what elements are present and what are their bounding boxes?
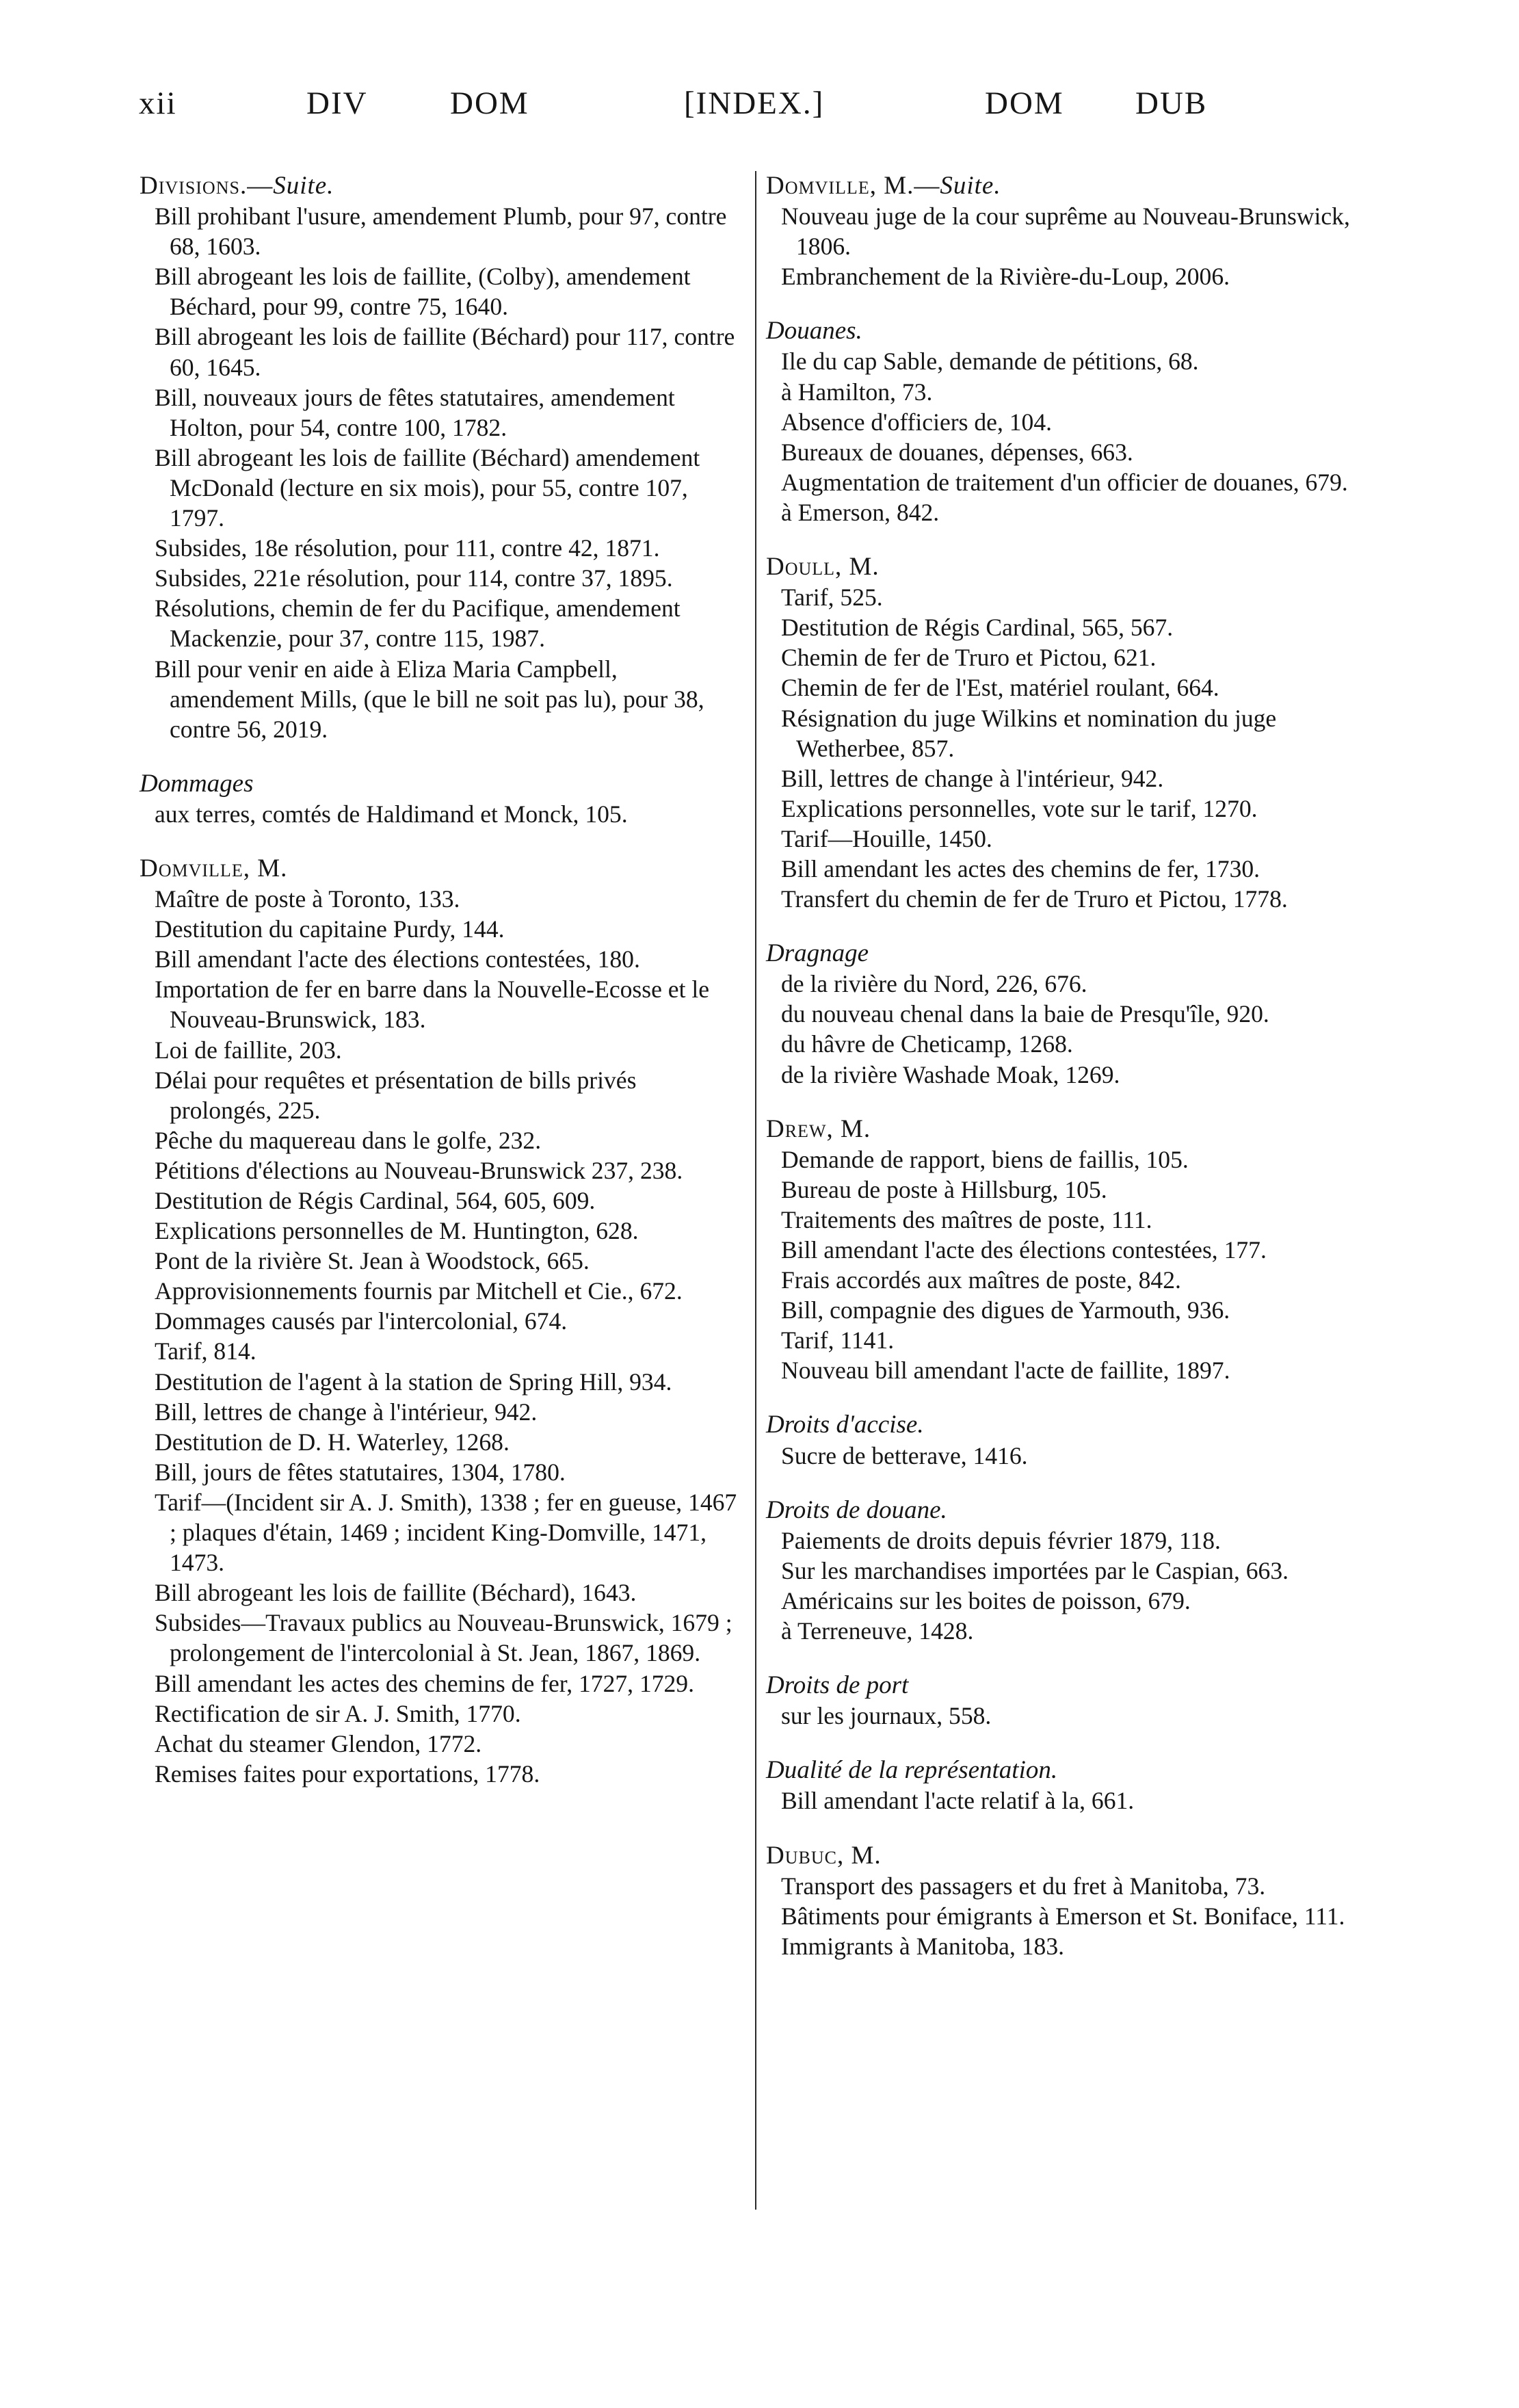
index-heading: Domville, M.—Suite. xyxy=(766,172,1001,200)
index-entry: Loi de faillite, 203. xyxy=(155,1036,342,1064)
index-entry: Bill prohibant l'usure, amendement Plumb, pour 97, contre 68, 1603. xyxy=(155,202,727,261)
index-heading: Domville, M. xyxy=(140,854,288,882)
index-entry: Remises faites pour exportations, 1778. xyxy=(155,1759,540,1788)
index-entry: Augmentation de traitement d'un officier de douanes, 679. xyxy=(781,468,1348,496)
index-entry: Subsides—Travaux publics au Nouveau-Brunswick, 1679 ; prolongement de l'intercolonial à St. Jean, 1867, 1869. xyxy=(155,1609,732,1667)
index-heading: Divisions.—Suite. xyxy=(140,172,334,200)
index-entry: Subsides, 221e résolution, pour 114, contre 37, 1895. xyxy=(155,564,673,592)
index-heading: Doull, M. xyxy=(766,553,880,581)
index-entry: Sucre de betterave, 1416. xyxy=(781,1441,1028,1469)
index-entry: Ile du cap Sable, demande de pétitions, 68. xyxy=(781,348,1199,376)
index-entry: du hâvre de Cheticamp, 1268. xyxy=(781,1030,1073,1058)
index-entry: Destitution de Régis Cardinal, 565, 567. xyxy=(781,614,1174,642)
index-entry: Bill amendant l'acte relatif à la, 661. xyxy=(781,1787,1135,1815)
index-entry: à Terreneuve, 1428. xyxy=(781,1617,974,1645)
index-entry: Bill abrogeant les lois de faillite (Béchard), 1643. xyxy=(155,1579,637,1607)
index-heading: Droits d'accise. xyxy=(766,1411,924,1439)
header-right-second: DUB xyxy=(1135,86,1208,121)
index-entry: Bill amendant les actes des chemins de fer, 1730. xyxy=(781,854,1260,882)
right-column xyxy=(766,171,1382,1961)
index-entry: Pétitions d'élections au Nouveau-Brunswick 237, 238. xyxy=(155,1156,683,1184)
index-heading: Dommages xyxy=(140,769,254,798)
index-entry: Transport des passagers et du fret à Manitoba, 73. xyxy=(781,1872,1266,1900)
index-entry: Tarif, 525. xyxy=(781,584,883,612)
header-left-first: DIV xyxy=(306,86,368,121)
index-entry: Importation de fer en barre dans la Nouvelle-Ecosse et le Nouveau-Brunswick, 183. xyxy=(155,976,710,1034)
index-entry: Embranchement de la Rivière-du-Loup, 2006. xyxy=(781,263,1230,291)
running-header xyxy=(0,85,1519,133)
index-entry: Pont de la rivière St. Jean à Woodstock, 665. xyxy=(155,1247,590,1275)
index-entry: Rectification de sir A. J. Smith, 1770. xyxy=(155,1699,521,1727)
index-entry: de la rivière Washade Moak, 1269. xyxy=(781,1060,1120,1088)
index-heading: Douanes. xyxy=(766,317,862,345)
index-entry: Destitution du capitaine Purdy, 144. xyxy=(155,915,505,943)
index-entry: Bill, nouveaux jours de fêtes statutaires, amendement Holton, pour 54, contre 100, 1782. xyxy=(155,383,675,441)
index-entry: Explications personnelles, vote sur le tarif, 1270. xyxy=(781,794,1258,822)
index-heading: Dragnage xyxy=(766,939,869,968)
index-heading: Drew, M. xyxy=(766,1114,871,1143)
index-entry: Bill, lettres de change à l'intérieur, 942. xyxy=(155,1398,538,1426)
index-entry: Subsides, 18e résolution, pour 111, contre 42, 1871. xyxy=(155,534,660,562)
index-entry: Destitution de D. H. Waterley, 1268. xyxy=(155,1428,510,1456)
index-entry: Nouveau bill amendant l'acte de faillite, 1897. xyxy=(781,1357,1230,1385)
index-entry: Bill amendant l'acte des élections contestées, 177. xyxy=(781,1236,1267,1264)
index-entry: Demande de rapport, biens de faillis, 105. xyxy=(781,1145,1189,1173)
index-entry: Bâtiments pour émigrants à Emerson et St. Boniface, 111. xyxy=(781,1902,1345,1930)
index-entry: Destitution de l'agent à la station de Spring Hill, 934. xyxy=(155,1367,672,1396)
index-entry: Chemin de fer de l'Est, matériel roulant, 664. xyxy=(781,674,1219,702)
index-entry: Dommages causés par l'intercolonial, 674. xyxy=(155,1307,568,1335)
index-entry: Résignation du juge Wilkins et nomination du juge Wetherbee, 857. xyxy=(781,704,1277,762)
index-entry: Américains sur les boites de poisson, 679. xyxy=(781,1586,1191,1614)
index-heading: Droits de douane. xyxy=(766,1495,947,1524)
index-entry: Bill, lettres de change à l'intérieur, 942. xyxy=(781,764,1164,792)
index-entry: Sur les marchandises importées par le Caspian, 663. xyxy=(781,1556,1289,1584)
index-entry: aux terres, comtés de Haldimand et Monck, 105. xyxy=(155,800,628,828)
index-entry: Bill abrogeant les lois de faillite (Béchard) amendement McDonald (lecture en six mois), pour 55, contre 107, 1797. xyxy=(155,443,700,532)
index-entry: Bill amendant les actes des chemins de fer, 1727, 1729. xyxy=(155,1669,694,1697)
index-entry: Tarif—Houille, 1450. xyxy=(781,824,992,852)
index-entry: Bill abrogeant les lois de faillite (Béchard) pour 117, contre 60, 1645. xyxy=(155,323,735,381)
index-entry: Pêche du maquereau dans le golfe, 232. xyxy=(155,1126,542,1154)
index-heading: Droits de port xyxy=(766,1671,909,1700)
index-entry: Immigrants à Manitoba, 183. xyxy=(781,1932,1065,1960)
index-entry: Destitution de Régis Cardinal, 564, 605, 609. xyxy=(155,1187,596,1214)
index-heading: Dualité de la représentation. xyxy=(766,1756,1058,1785)
index-entry: Bill amendant l'acte des élections contestées, 180. xyxy=(155,945,640,973)
left-column xyxy=(140,171,741,1789)
index-entry: à Hamilton, 73. xyxy=(781,378,933,406)
index-entry: Approvisionnements fournis par Mitchell et Cie., 672. xyxy=(155,1277,683,1305)
index-entry: Bureaux de douanes, dépenses, 663. xyxy=(781,438,1133,466)
index-entry: Explications personnelles de M. Huntington, 628. xyxy=(155,1217,639,1245)
index-entry: Résolutions, chemin de fer du Pacifique, amendement Mackenzie, pour 37, contre 115, 1987. xyxy=(155,594,681,653)
index-entry: Nouveau juge de la cour suprême au Nouveau-Brunswick, 1806. xyxy=(781,202,1350,261)
index-entry: Bill pour venir en aide à Eliza Maria Campbell, amendement Mills, (que le bill ne soit pas lu), pour 38, contre 56, 2019. xyxy=(155,655,704,743)
index-entry: Bill abrogeant les lois de faillite, (Colby), amendement Béchard, pour 99, contre 75, 1640. xyxy=(155,263,691,321)
index-entry: Tarif—(Incident sir A. J. Smith), 1338 ; fer en gueuse, 1467 ; plaques d'étain, 1469 ; incident King-Domville, 1471, 1473. xyxy=(155,1488,737,1577)
index-heading: Dubuc, M. xyxy=(766,1841,882,1870)
index-entry: du nouveau chenal dans la baie de Presqu'île, 920. xyxy=(781,1000,1269,1028)
index-entry: Chemin de fer de Truro et Pictou, 621. xyxy=(781,644,1157,672)
index-entry: Absence d'officiers de, 104. xyxy=(781,408,1052,436)
index-entry: de la rivière du Nord, 226, 676. xyxy=(781,970,1087,998)
header-center: [INDEX.] xyxy=(684,86,825,121)
index-entry: Achat du steamer Glendon, 1772. xyxy=(155,1729,482,1757)
index-entry: Maître de poste à Toronto, 133. xyxy=(155,885,460,913)
index-entry: Bill, compagnie des digues de Yarmouth, 936. xyxy=(781,1296,1230,1324)
index-entry: Frais accordés aux maîtres de poste, 842. xyxy=(781,1266,1181,1294)
index-entry: sur les journaux, 558. xyxy=(781,1702,992,1730)
index-entry: Tarif, 1141. xyxy=(781,1326,895,1354)
index-entry: Paiements de droits depuis février 1879, 118. xyxy=(781,1526,1221,1554)
index-entry: Bureau de poste à Hillsburg, 105. xyxy=(781,1175,1107,1203)
page-number: xii xyxy=(139,86,177,121)
index-entry: Traitements des maîtres de poste, 111. xyxy=(781,1205,1152,1233)
index-entry: Délai pour requêtes et présentation de bills privés prolongés, 225. xyxy=(155,1066,637,1124)
index-entry: à Emerson, 842. xyxy=(781,498,940,526)
index-entry: Transfert du chemin de fer de Truro et Pictou, 1778. xyxy=(781,885,1288,913)
column-divider xyxy=(755,171,756,2210)
header-right-first: DOM xyxy=(985,86,1064,121)
index-entry: Bill, jours de fêtes statutaires, 1304, 1780. xyxy=(155,1458,566,1486)
header-left-second: DOM xyxy=(450,86,529,121)
index-entry: Tarif, 814. xyxy=(155,1337,256,1365)
